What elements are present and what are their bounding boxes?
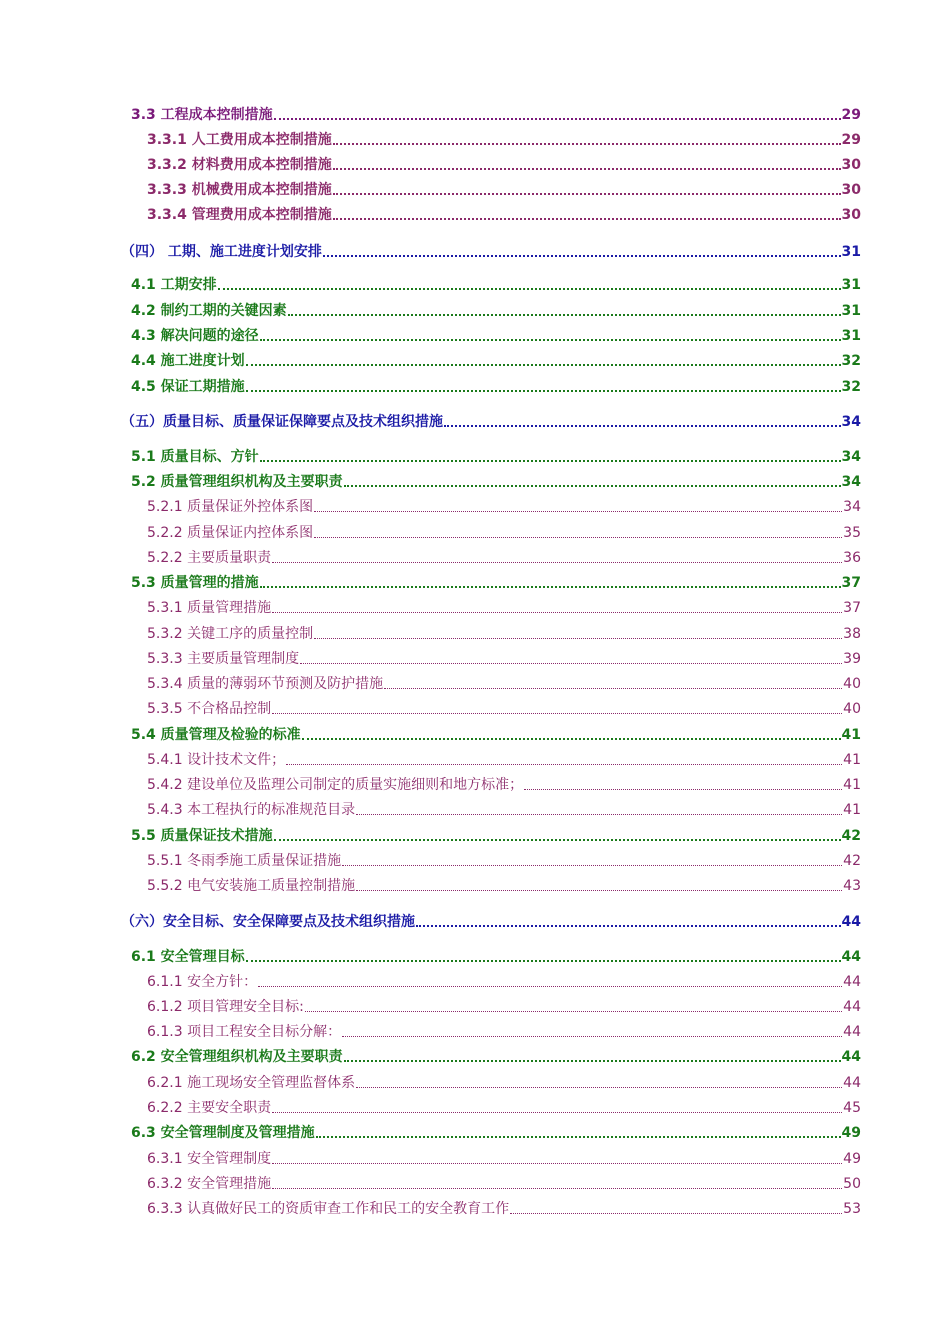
toc-entry-label: 5.3.1 质量管理措施 [147, 600, 272, 616]
toc-page-number: 44 [841, 949, 861, 965]
toc-subsection-entry[interactable] [147, 1072, 861, 1094]
toc-subsection-entry[interactable] [147, 496, 861, 518]
dot-leader [286, 764, 842, 765]
toc-entry-label: 6.1.1 安全方针： [147, 974, 258, 990]
toc-subsection-entry[interactable] [147, 1173, 861, 1195]
dot-leader [314, 537, 842, 538]
dot-leader [272, 612, 842, 613]
toc-page-number: 41 [843, 777, 861, 793]
toc-page-number: 30 [841, 207, 861, 223]
toc-subsection-entry[interactable] [147, 648, 861, 670]
toc-page-number: 35 [843, 525, 861, 541]
toc-entry-label: 3.3.1 人工费用成本控制措施 [147, 132, 332, 148]
toc-page-number: 30 [841, 182, 861, 198]
toc-subsection-entry[interactable] [147, 875, 861, 897]
toc-subsection-entry[interactable] [147, 204, 861, 226]
toc-entry-label: 5.3 质量管理的措施 [131, 575, 259, 591]
toc-page-number: 29 [841, 132, 861, 148]
dot-leader [314, 511, 842, 512]
toc-section-entry[interactable] [131, 1046, 861, 1068]
toc-subsection-entry[interactable] [147, 129, 861, 151]
toc-page-number: 42 [843, 853, 861, 869]
dot-leader [288, 314, 841, 316]
toc-entry-label: 4.1 工期安排 [131, 277, 217, 293]
toc-entry-label: 6.1.2 项目管理安全目标: [147, 999, 304, 1015]
toc-page-number: 44 [843, 1024, 861, 1040]
toc-entry-label: 3.3.4 管理费用成本控制措施 [147, 207, 332, 223]
toc-entry-label: 5.4.2 建设单位及监理公司制定的质量实施细则和地方标准； [147, 777, 524, 793]
toc-entry-label: 6.3.1 安全管理制度 [147, 1151, 272, 1167]
toc-chapter-entry[interactable] [121, 411, 861, 433]
dot-leader [246, 364, 841, 366]
toc-entry-label: 5.5.1 冬雨季施工质量保证措施 [147, 853, 342, 869]
toc-entry-label: 4.3 解决问题的途径 [131, 328, 259, 344]
toc-page-number: 41 [843, 802, 861, 818]
toc-subsection-entry[interactable] [147, 799, 861, 821]
dot-leader [333, 193, 841, 195]
dot-leader [302, 738, 841, 740]
toc-subsection-entry[interactable] [147, 774, 861, 796]
toc-entry-label: （六）安全目标、安全保障要点及技术组织措施 [121, 914, 415, 930]
dot-leader [260, 586, 841, 588]
dot-leader [356, 890, 842, 891]
dot-leader [272, 1112, 842, 1113]
toc-subsection-entry[interactable] [147, 996, 861, 1018]
toc-entry-label: 5.3.3 主要质量管理制度 [147, 651, 300, 667]
toc-page-number: 40 [843, 701, 861, 717]
dot-leader [416, 925, 841, 927]
toc-page-number: 41 [843, 752, 861, 768]
toc-subsection-entry[interactable] [147, 850, 861, 872]
toc-section-entry[interactable] [131, 325, 861, 347]
toc-page-number: 34 [841, 474, 861, 490]
toc-entry-label: 6.1 安全管理目标 [131, 949, 245, 965]
toc-subsection-entry[interactable] [147, 673, 861, 695]
toc-page-number: 41 [841, 727, 861, 743]
dot-leader [274, 839, 841, 841]
dot-leader [272, 1188, 842, 1189]
toc-entry-label: 3.3 工程成本控制措施 [131, 107, 273, 123]
dot-leader [274, 118, 841, 120]
toc-entry-label: 6.2.1 施工现场安全管理监督体系 [147, 1075, 356, 1091]
dot-leader [344, 485, 841, 487]
toc-entry-label: 5.1 质量目标、方针 [131, 449, 259, 465]
dot-leader [260, 339, 841, 341]
toc-page-number: 44 [841, 1049, 861, 1065]
toc-page-number: 44 [843, 999, 861, 1015]
toc-subsection-entry[interactable] [147, 1021, 861, 1043]
toc-page-number: 31 [841, 328, 861, 344]
toc-entry-label: （五）质量目标、质量保证保障要点及技术组织措施 [121, 414, 443, 430]
dot-leader [316, 1136, 841, 1138]
toc-page-number: 45 [843, 1100, 861, 1116]
toc-entry-label: 5.2.2 主要质量职责 [147, 550, 272, 566]
toc-page-number: 37 [843, 600, 861, 616]
toc-subsection-entry[interactable] [147, 971, 861, 993]
toc-entry-label: 6.2.2 主要安全职责 [147, 1100, 272, 1116]
dot-leader [444, 425, 841, 427]
toc-page-number: 31 [841, 303, 861, 319]
toc-entry-label: 5.3.2 关键工序的质量控制 [147, 626, 314, 642]
dot-leader [314, 638, 842, 639]
dot-leader [305, 1011, 842, 1012]
toc-chapter-entry[interactable] [121, 241, 861, 263]
dot-leader [356, 814, 842, 815]
toc-section-entry[interactable] [131, 946, 861, 968]
dot-leader [272, 562, 842, 563]
toc-page-number: 44 [843, 1075, 861, 1091]
toc-page-number: 31 [841, 277, 861, 293]
toc-entry-label: 4.2 制约工期的关键因素 [131, 303, 287, 319]
toc-page-number: 37 [841, 575, 861, 591]
dot-leader [333, 143, 841, 145]
toc-page-number: 49 [843, 1151, 861, 1167]
toc-page-number: 29 [841, 107, 861, 123]
toc-page-number: 40 [843, 676, 861, 692]
toc-subsection-entry[interactable] [147, 179, 861, 201]
dot-leader [300, 663, 842, 664]
toc-section-entry[interactable] [131, 1122, 861, 1144]
toc-entry-label: 6.3.3 认真做好民工的资质审查工作和民工的安全教育工作 [147, 1201, 510, 1217]
toc-entry-label: （四） 工期、施工进度计划安排 [121, 244, 322, 260]
toc-section-entry[interactable] [131, 300, 861, 322]
toc-entry-label: 5.2.2 质量保证内控体系图 [147, 525, 314, 541]
toc-entry-label: 5.5 质量保证技术措施 [131, 828, 273, 844]
toc-section-entry[interactable] [131, 724, 861, 746]
toc-subsection-entry[interactable] [147, 749, 861, 771]
dot-leader [258, 986, 842, 987]
toc-page-number: 44 [843, 974, 861, 990]
toc-page-number: 44 [841, 914, 861, 930]
toc-section-entry[interactable] [131, 572, 861, 594]
toc-entry-label: 5.5.2 电气安装施工质量控制措施 [147, 878, 356, 894]
toc-entry-label: 6.1.3 项目工程安全目标分解： [147, 1024, 342, 1040]
toc-page-number: 38 [843, 626, 861, 642]
dot-leader [333, 168, 841, 170]
toc-subsection-entry[interactable] [147, 522, 861, 544]
toc-section-entry[interactable] [131, 471, 861, 493]
dot-leader [323, 255, 841, 257]
toc-entry-label: 5.4.3 本工程执行的标准规范目录 [147, 802, 356, 818]
toc-page-number: 49 [841, 1125, 861, 1141]
dot-leader [272, 713, 842, 714]
toc-entry-label: 6.2 安全管理组织机构及主要职责 [131, 1049, 343, 1065]
toc-entry-label: 4.5 保证工期措施 [131, 379, 245, 395]
toc-subsection-entry[interactable] [147, 597, 861, 619]
dot-leader [510, 1213, 842, 1214]
toc-subsection-entry[interactable] [147, 1148, 861, 1170]
dot-leader [260, 460, 841, 462]
toc-entry-label: 6.3 安全管理制度及管理措施 [131, 1125, 315, 1141]
toc-page-number: 31 [841, 244, 861, 260]
dot-leader [344, 1060, 841, 1062]
toc-page-number: 32 [841, 379, 861, 395]
toc-section-entry[interactable] [131, 350, 861, 372]
toc-subsection-entry[interactable] [147, 698, 861, 720]
toc-page-number: 53 [843, 1201, 861, 1217]
dot-leader [333, 218, 841, 220]
toc-entry-label: 5.3.4 质量的薄弱环节预测及防护措施 [147, 676, 384, 692]
toc-section-entry[interactable] [131, 274, 861, 296]
toc-subsection-entry[interactable] [147, 547, 861, 569]
toc-page-number: 32 [841, 353, 861, 369]
toc-section-entry[interactable] [131, 446, 861, 468]
toc-page-number: 39 [843, 651, 861, 667]
dot-leader [246, 390, 841, 392]
toc-entry-label: 5.2.1 质量保证外控体系图 [147, 499, 314, 515]
toc-page-number: 34 [841, 414, 861, 430]
dot-leader [342, 865, 842, 866]
dot-leader [356, 1087, 842, 1088]
toc-entry-label: 5.4.1 设计技术文件； [147, 752, 286, 768]
toc-subsection-entry[interactable] [147, 1097, 861, 1119]
dot-leader [272, 1163, 842, 1164]
toc-page-number: 30 [841, 157, 861, 173]
toc-page-number: 36 [843, 550, 861, 566]
dot-leader [218, 288, 841, 290]
toc-entry-label: 4.4 施工进度计划 [131, 353, 245, 369]
dot-leader [342, 1036, 842, 1037]
toc-page-number: 50 [843, 1176, 861, 1192]
toc-page-number: 43 [843, 878, 861, 894]
toc-entry-label: 5.3.5 不合格品控制 [147, 701, 272, 717]
dot-leader [384, 688, 842, 689]
dot-leader [246, 960, 841, 962]
toc-page-number: 34 [843, 499, 861, 515]
toc-subsection-entry[interactable] [147, 154, 861, 176]
toc-chapter-entry[interactable] [121, 911, 861, 933]
toc-section-entry[interactable] [131, 825, 861, 847]
toc-entry-label: 5.2 质量管理组织机构及主要职责 [131, 474, 343, 490]
toc-subsection-entry[interactable] [147, 1198, 861, 1220]
toc-entry-label: 6.3.2 安全管理措施 [147, 1176, 272, 1192]
toc-entry-label: 3.3.3 机械费用成本控制措施 [147, 182, 332, 198]
toc-subsection-entry[interactable] [147, 623, 861, 645]
toc-page-number: 42 [841, 828, 861, 844]
toc-page-number: 34 [841, 449, 861, 465]
toc-entry-label: 3.3.2 材料费用成本控制措施 [147, 157, 332, 173]
toc-section-entry[interactable] [131, 104, 861, 126]
toc-entry-label: 5.4 质量管理及检验的标准 [131, 727, 301, 743]
dot-leader [524, 789, 842, 790]
toc-section-entry[interactable] [131, 376, 861, 398]
